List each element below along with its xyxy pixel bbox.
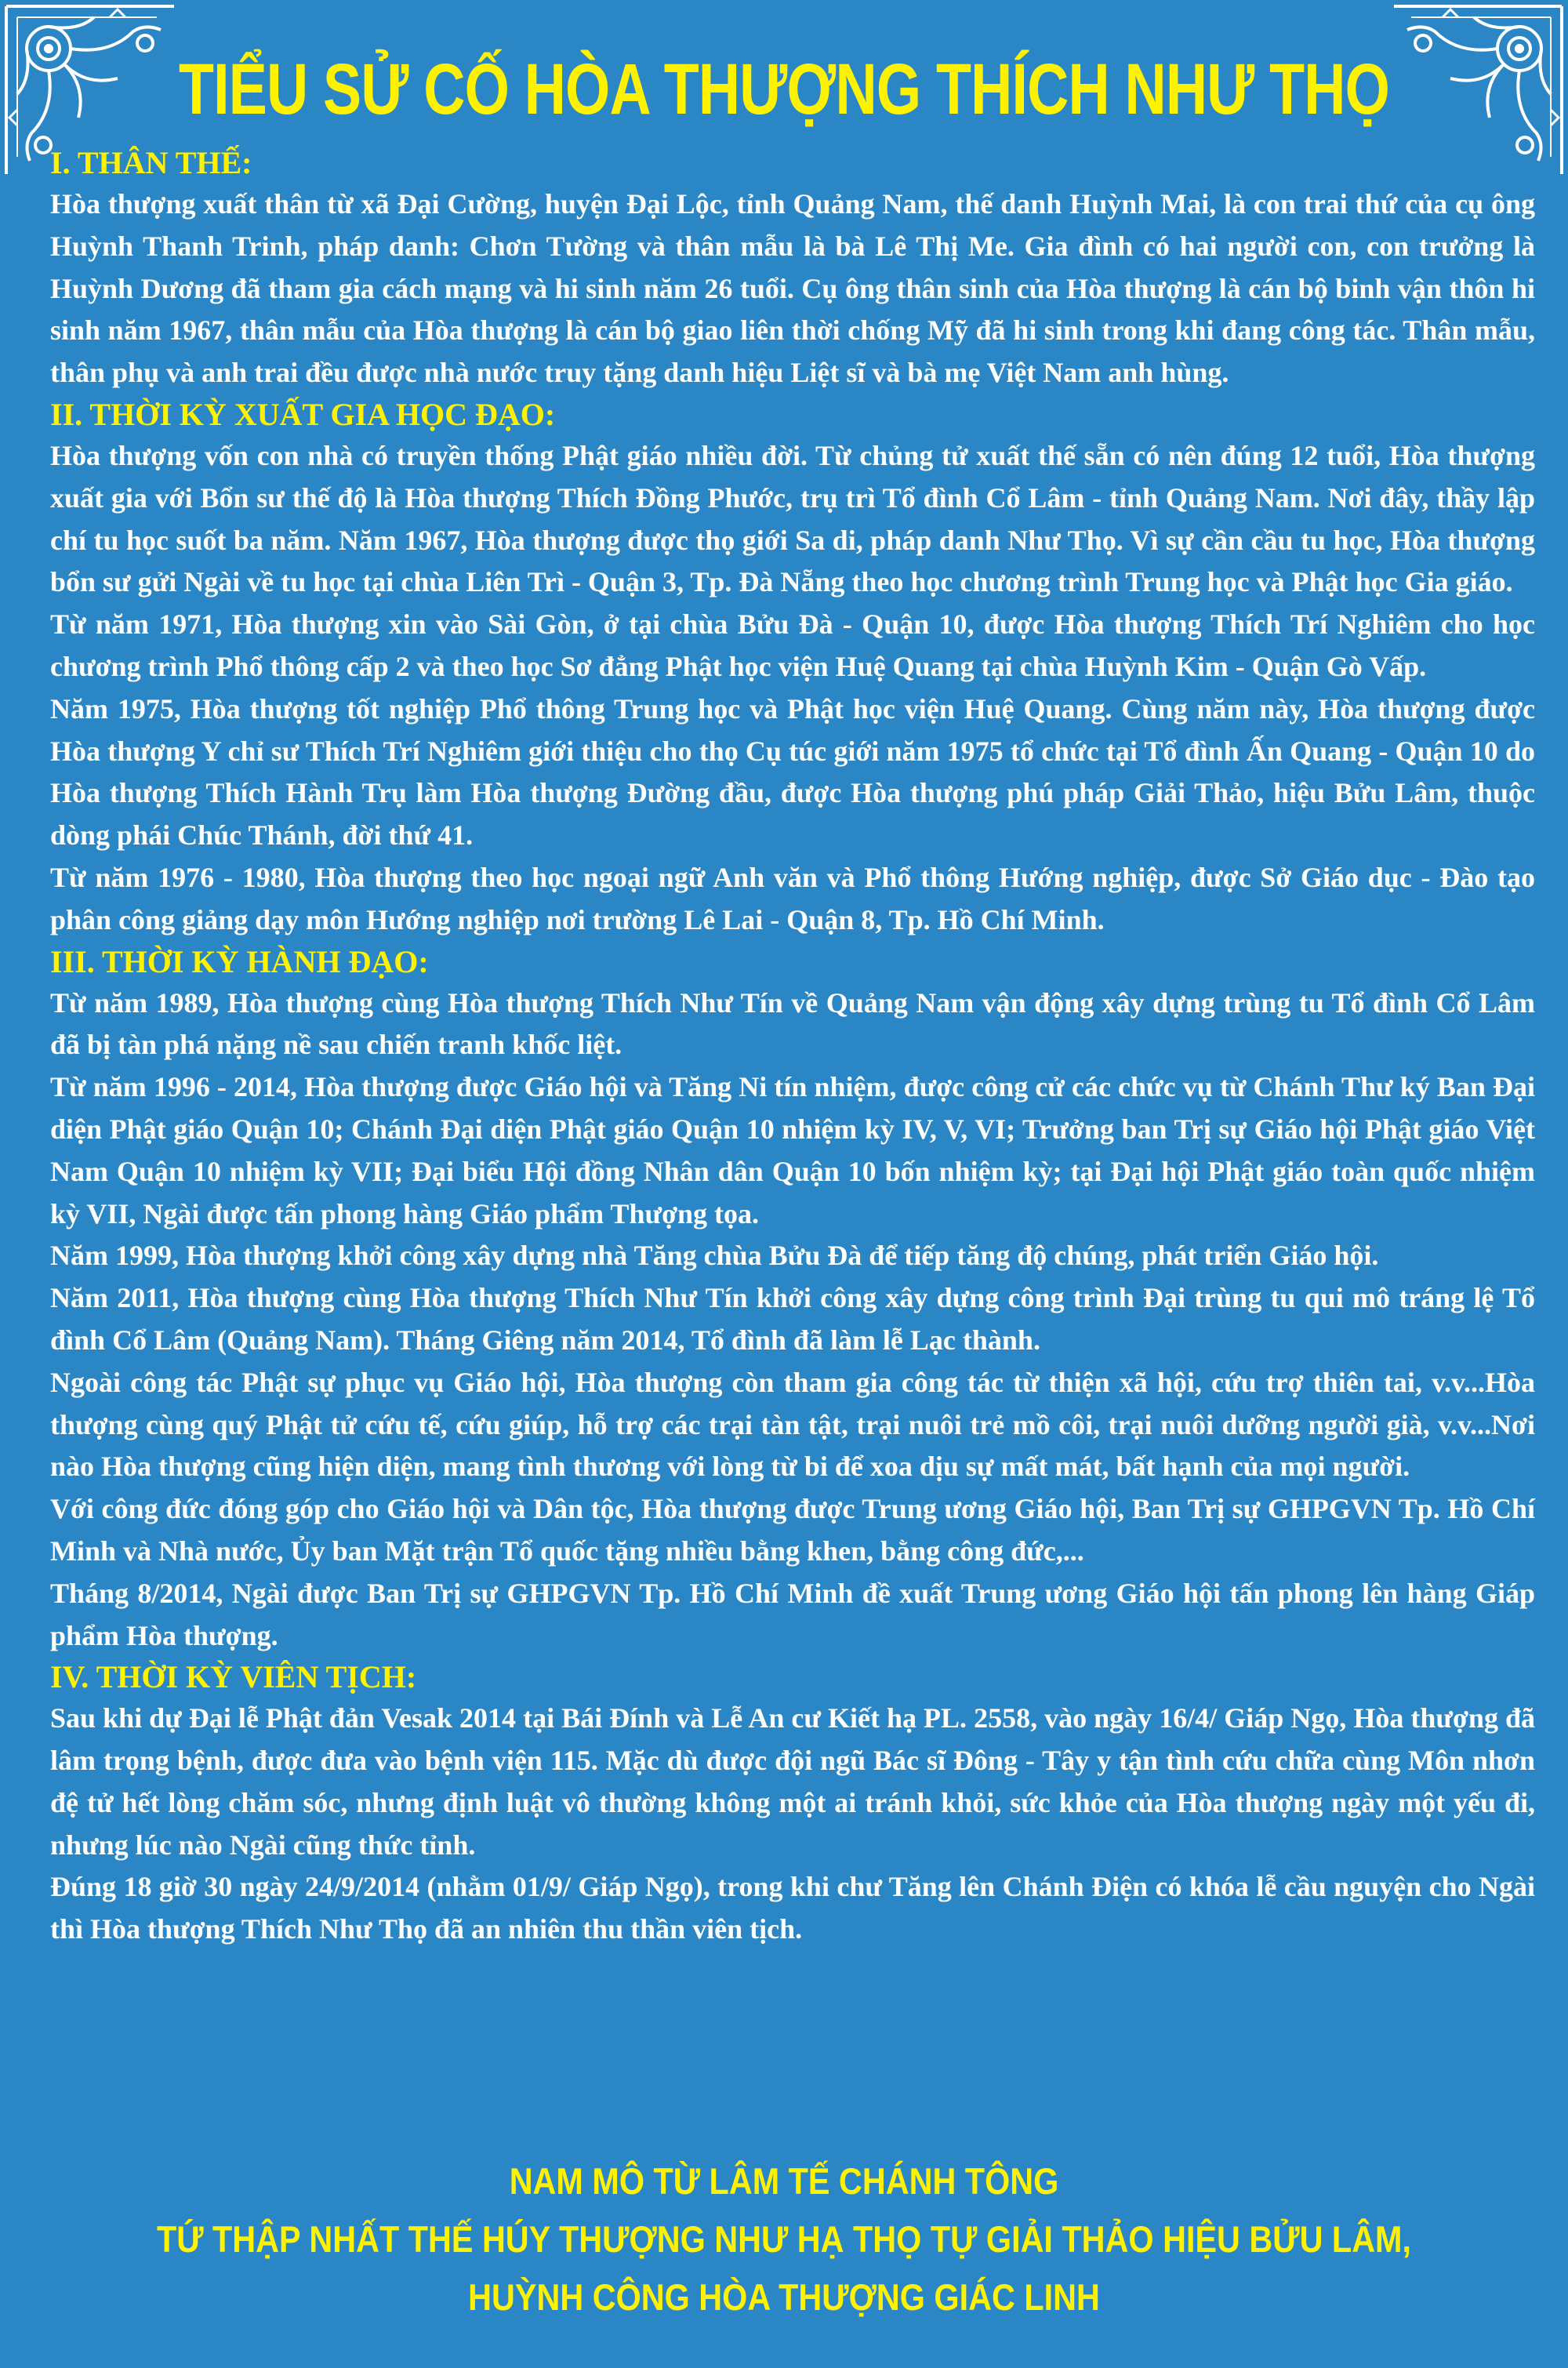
paragraph: Đúng 18 giờ 30 ngày 24/9/2014 (nhằm 01/9/ Giáp Ngọ), trong khi chư Tăng lên Chánh Điện có khóa lễ cầu nguyện cho Ngài thì Hòa thượng Thích Như Thọ đã an nhiên thu thần viên tịch. [50,1871,1535,1945]
paragraph: Sau khi dự Đại lễ Phật đản Vesak 2014 tại Bái Đính và Lễ An cư Kiết hạ PL. 2558, vào ngày 16/4/ Giáp Ngọ, Hòa thượng đã lâm trọng bệnh, được đưa vào bệnh viện 115. Mặc dù được đội ngũ Bác sĩ Đông - Tây y tận tình cứu chữa cùng Môn nhơn đệ tử hết lòng chăm sóc, nhưng định luật vô thường không một ai tránh khỏi, sức khỏe của Hòa thượng ngày một yếu đi, nhưng lúc nào Ngài cũng thức tỉnh. [50,1702,1535,1861]
paragraph: Năm 1975, Hòa thượng tốt nghiệp Phổ thông Trung học và Phật học viện Huệ Quang. Cùng năm này, Hòa thượng được Hòa thượng Y chỉ sư Thích Trí Nghiêm giới thiệu cho thọ Cụ túc giới năm 1975 tổ chức tại Tổ đình Ấn Quang - Quận 10 do Hòa thượng Thích Hành Trụ làm Hòa thượng Đường đầu, được Hòa thượng phú pháp Giải Thảo, hiệu Bửu Lâm, thuộc dòng phái Chúc Thánh, đời thứ 41. [50,692,1535,852]
section-heading: IV. THỜI KỲ VIÊN TỊCH: [50,1659,417,1695]
dedication-line: NAM MÔ TỪ LÂM TẾ CHÁNH TÔNG [509,2160,1059,2202]
paragraph: Ngoài công tác Phật sự phục vụ Giáo hội, Hòa thượng còn tham gia công tác từ thiện xã hội, cứu trợ thiên tai, v.v...Hòa thượng cùng quý Phật tử cứu tế, cứu giúp, hỗ trợ các trại tàn tật, trại nuôi trẻ mồ côi, trại nuôi dưỡng người già, v.v...Nơi nào Hòa thượng cũng hiện diện, mang tình thương với lòng từ bi để xoa dịu sự mất mát, bất hạnh của mọi người. [50,1366,1535,1483]
dedication-line: HUỲNH CÔNG HÒA THƯỢNG GIÁC LINH [468,2276,1100,2318]
paragraph: Với công đức đóng góp cho Giáo hội và Dân tộc, Hòa thượng được Trung ương Giáo hội, Ban Trị sự GHPGVN Tp. Hồ Chí Minh và Nhà nước, Ủy ban Mặt trận Tổ quốc tặng nhiều bằng khen, bằng công đức,... [50,1493,1535,1567]
dedication-line: TỨ THẬP NHẤT THẾ HÚY THƯỢNG NHƯ HẠ THỌ TỰ GIẢI THẢO HIỆU BỬU LÂM, [156,2218,1412,2260]
section-xuat-gia-hoc-dao [50,394,1535,942]
memorial-dedication [0,2152,1568,2326]
section-than-the [50,143,1535,394]
biography-content [50,143,1535,1951]
section-vien-tich [50,1657,1535,1951]
section-hanh-dao [50,942,1535,1658]
paragraph: Năm 1999, Hòa thượng khởi công xây dựng nhà Tăng chùa Bửu Đà để tiếp tăng độ chúng, phát triển Giáo hội. [50,1240,1379,1272]
paragraph: Từ năm 1976 - 1980, Hòa thượng theo học ngoại ngữ Anh văn và Phổ thông Hướng nghiệp, được Sở Giáo dục - Đào tạo phân công giảng dạy môn Hướng nghiệp nơi trường Lê Lai - Quận 8, Tp. Hồ Chí Minh. [50,861,1535,935]
paragraph: Từ năm 1989, Hòa thượng cùng Hòa thượng Thích Như Tín về Quảng Nam vận động xây dựng trùng tu Tổ đình Cổ Lâm đã bị tàn phá nặng nề sau chiến tranh khốc liệt. [50,986,1535,1061]
paragraph: Hòa thượng xuất thân từ xã Đại Cường, huyện Đại Lộc, tỉnh Quảng Nam, thế danh Huỳnh Mai, là con trai thứ của cụ ông Huỳnh Thanh Trinh, pháp danh: Chơn Tường và thân mẫu là bà Lê Thị Me. Gia đình có hai người con, con trưởng là Huỳnh Dương đã tham gia cách mạng và hi sinh năm 26 tuổi. Cụ ông thân sinh của Hòa thượng là cán bộ binh vận thôn hi sinh năm 1967, thân mẫu của Hòa thượng là cán bộ giao liên thời chống Mỹ đã hi sinh trong khi đang công tác. Thân mẫu, thân phụ và anh trai đều được nhà nước truy tặng danh hiệu Liệt sĩ và bà mẹ Việt Nam anh hùng. [50,188,1535,389]
paragraph: Hòa thượng vốn con nhà có truyền thống Phật giáo nhiều đời. Từ chủng tử xuất thế sẵn có nên đúng 12 tuổi, Hòa thượng xuất gia với Bổn sư thế độ là Hòa thượng Thích Đồng Phước, trụ trì Tổ đình Cổ Lâm - tỉnh Quảng Nam. Nơi đây, thầy lập chí tu học suốt ba năm. Năm 1967, Hòa thượng được thọ giới Sa di, pháp danh Như Thọ. Vì sự cần cầu tu học, Hòa thượng bổn sư gửi Ngài về tu học tại chùa Liên Trì - Quận 3, Tp. Đà Nẵng theo học chương trình Trung học và Phật học Gia giáo. [50,439,1535,598]
paragraph: Tháng 8/2014, Ngài được Ban Trị sự GHPGVN Tp. Hồ Chí Minh đề xuất Trung ương Giáo hội tấn phong lên hàng Giáp phẩm Hòa thượng. [50,1577,1535,1651]
section-heading: I. THÂN THẾ: [50,145,252,180]
page-title: TIỂU SỬ CỐ HÒA THƯỢNG THÍCH NHƯ THỌ [178,49,1390,129]
paragraph: Năm 2011, Hòa thượng cùng Hòa thượng Thích Như Tín khởi công xây dựng công trình Đại trùng tu qui mô tráng lệ Tổ đình Cổ Lâm (Quảng Nam). Tháng Giêng năm 2014, Tổ đình đã làm lễ Lạc thành. [50,1282,1535,1356]
section-heading: II. THỜI KỲ XUẤT GIA HỌC ĐẠO: [50,396,556,432]
paragraph: Từ năm 1971, Hòa thượng xin vào Sài Gòn, ở tại chùa Bửu Đà - Quận 10, được Hòa thượng Thích Trí Nghiêm cho học chương trình Phổ thông cấp 2 và theo học Sơ đẳng Phật học viện Huệ Quang tại chùa Huỳnh Kim - Quận Gò Vấp. [50,608,1535,682]
section-heading: III. THỜI KỲ HÀNH ĐẠO: [50,943,429,979]
paragraph: Từ năm 1996 - 2014, Hòa thượng được Giáo hội và Tăng Ni tín nhiệm, được công cử các chức vụ từ Chánh Thư ký Ban Đại diện Phật giáo Quận 10; Chánh Đại diện Phật giáo Quận 10 nhiệm kỳ IV, V, VI; Trưởng ban Trị sự Giáo hội Phật giáo Việt Nam Quận 10 nhiệm kỳ VII; Đại biểu Hội đồng Nhân dân Quận 10 bốn nhiệm kỳ; tại Đại hội Phật giáo toàn quốc nhiệm kỳ VII, Ngài được tấn phong hàng Giáo phẩm Thượng tọa. [50,1071,1535,1229]
